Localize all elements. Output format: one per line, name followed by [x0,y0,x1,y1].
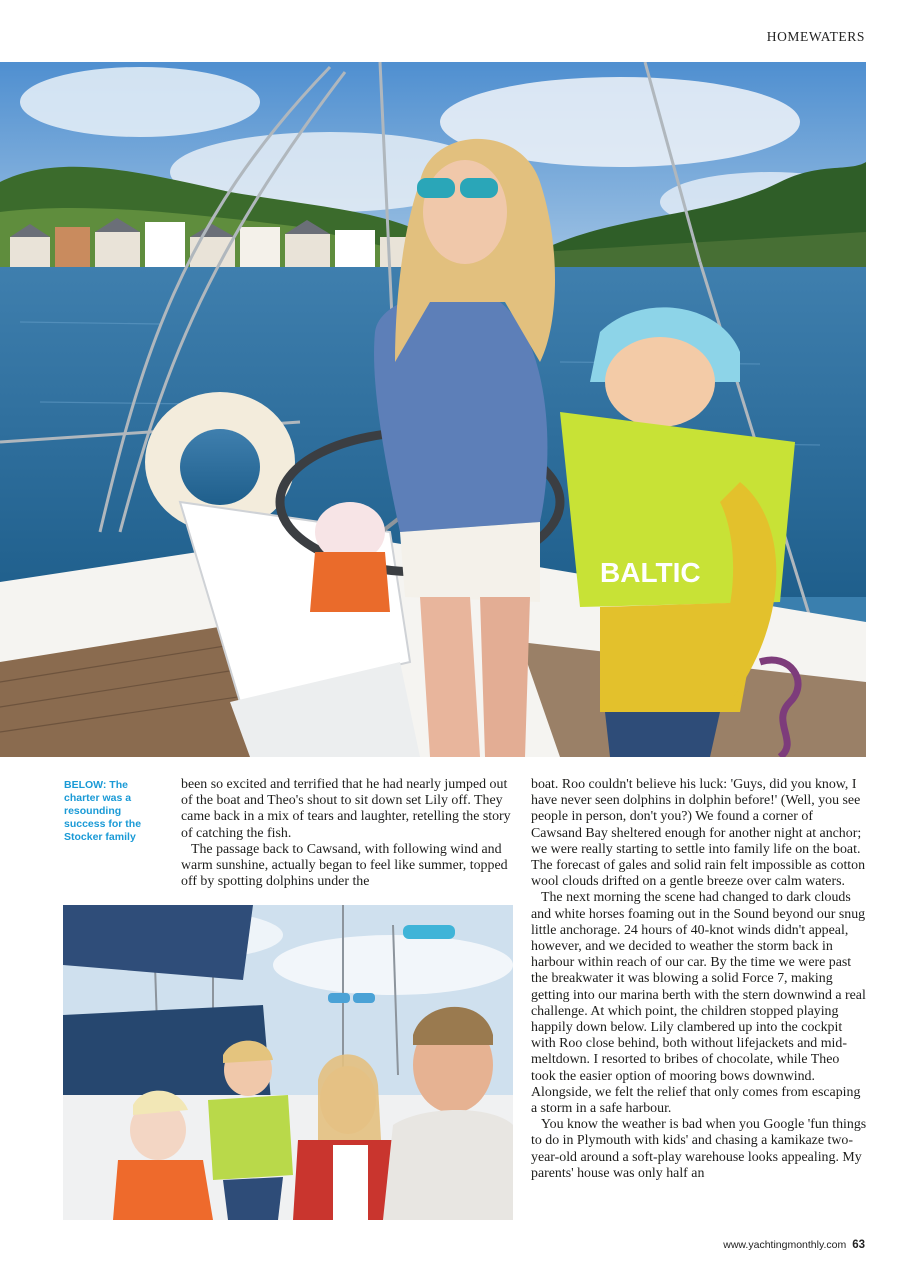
lifejacket-brand-text: BALTIC [600,557,701,588]
hero-photo [0,62,866,757]
section-label: HOMEWATERS [766,29,865,44]
article-column-right [531,777,867,1182]
paragraph: The passage back to Cawsand, with following wind and warm sunshine, actually began to feel like summer, topped off by spotting dolphins under the [181,841,508,890]
paragraph: boat. Roo couldn't believe his luck: 'Guys, did you know, I have never seen dolphins in dolphin before!' (Well, you see people in person, don't you?) We found a corner of Cawsand Bay sheltered enough for another night at anchor; we were really starting to settle into family life on the boat. The forecast of gales and solid rain felt impossible as cotton wool clouds drifted on a gentle breeze over calm waters. [531,777,866,890]
paragraph: been so excited and terrified that he had nearly jumped out of the boat and Theo's shout to sit down set Lily off. They came back in a mix of tears and laughter, retelling the story of catching the fish. [181,777,511,841]
paragraph: The next morning the scene had changed to dark clouds and white horses foaming out in the Sound beyond our snug little anchorage. 24 hours of 40-knot winds didn't appeal, however, and we decided to weather the storm back in harbour within reach of our car. By the time we were past the breakwater it was blowing a solid Force 7, making getting into our marina berth with the stern downwind a real challenge. At which point, the children stopped playing happily down below. Lily clambered up into the cockpit with Roo close behind, both without lifejackets and mid-meltdown. I resorted to bribes of chocolate, while Theo took the easier option of mooring bows downwind. Alongside, we felt the relief that only comes from escaping a storm in a safe harbour. [531,890,866,1117]
page-number: 63 [852,1239,865,1251]
page-footer [723,1239,865,1251]
photo-caption: BELOW: The charter was a resounding success for the Stocker family [64,779,142,843]
footer-url[interactable]: www.yachtingmonthly.com [723,1239,847,1251]
article-column-middle [181,777,513,890]
paragraph: You know the weather is bad when you Google 'fun things to do in Plymouth with kids' and chasing a kamikaze two-year-old around a soft-play warehouse looks appealing. My parents' house was only half an [531,1117,867,1181]
inset-photo [63,905,513,1220]
